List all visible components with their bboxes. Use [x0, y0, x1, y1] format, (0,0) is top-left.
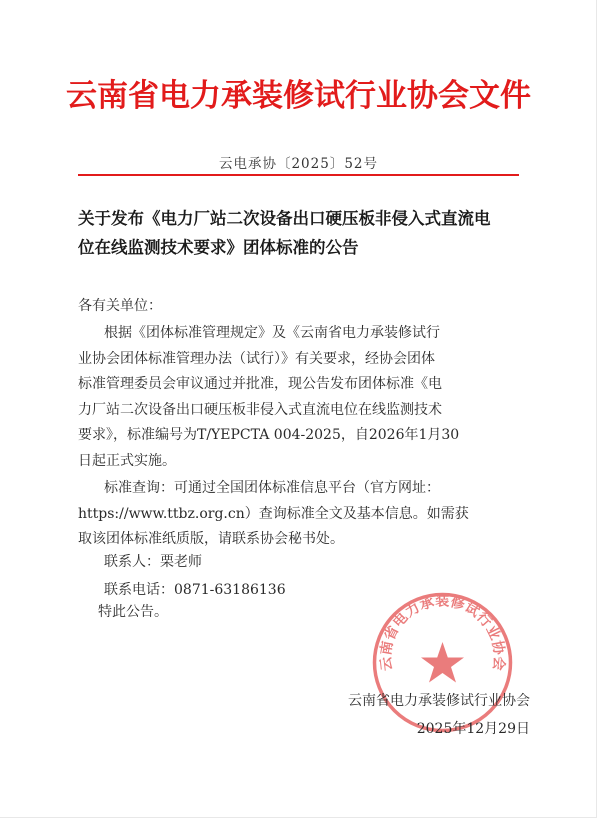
paragraph-line-with-link: https://www.ttbz.org.cn）查询标准全文及基本信息。如需获	[78, 505, 469, 522]
announcement-title	[78, 204, 526, 262]
header-red-rule	[78, 174, 519, 176]
contact-person: 联系人：栗老师	[104, 554, 202, 570]
paragraph-line: 日起正式实施。	[78, 452, 176, 469]
salutation	[78, 294, 526, 320]
body-paragraph-query	[78, 476, 526, 553]
signature-date: 2025年12月29日	[416, 721, 530, 737]
paragraph-line: 要求》，标准编号为T/YEPCTA 004-2025，自2026年1月30	[78, 427, 460, 443]
paragraph-line: 取该团体标准纸质版，请联系协会秘书处。	[78, 531, 344, 547]
closing-text: 特此公告。	[98, 604, 168, 620]
salutation-text: 各有关单位：	[78, 298, 162, 314]
paragraph-line: 力厂站二次设备出口硬压板非侵入式直流电位在线监测技术	[78, 401, 442, 418]
document-number: 云电承协〔2025〕52号	[218, 156, 379, 172]
body-paragraph-announcement	[78, 321, 526, 474]
seal-star-icon	[421, 642, 464, 683]
document-header-title: 云南省电力承装修试行业协会文件	[66, 78, 531, 114]
paragraph-line: 标准管理委员会审议通过并批准，现公告发布团体标准《电	[78, 376, 442, 392]
seal-arc-text: 云南省电力承装修试行业协会	[378, 593, 507, 672]
announcement-title-line: 位在线监测技术要求》团体标准的公告	[78, 238, 359, 257]
contact-phone: 联系电话：0871-63186136	[104, 581, 286, 598]
signature-block	[300, 687, 530, 743]
paragraph-line: 业协会团体标准管理办法（试行）》有关要求，经协会团体	[78, 350, 435, 367]
paragraph-line: 根据《团体标准管理规定》及《云南省电力承装修试行	[104, 325, 440, 341]
paragraph-line: 标准查询：可通过全国团体标准信息平台（官方网址：	[104, 480, 440, 496]
signature-organization: 云南省电力承装修试行业协会	[348, 693, 530, 709]
announcement-title-line: 关于发布《电力厂站二次设备出口硬压板非侵入式直流电	[78, 209, 491, 228]
